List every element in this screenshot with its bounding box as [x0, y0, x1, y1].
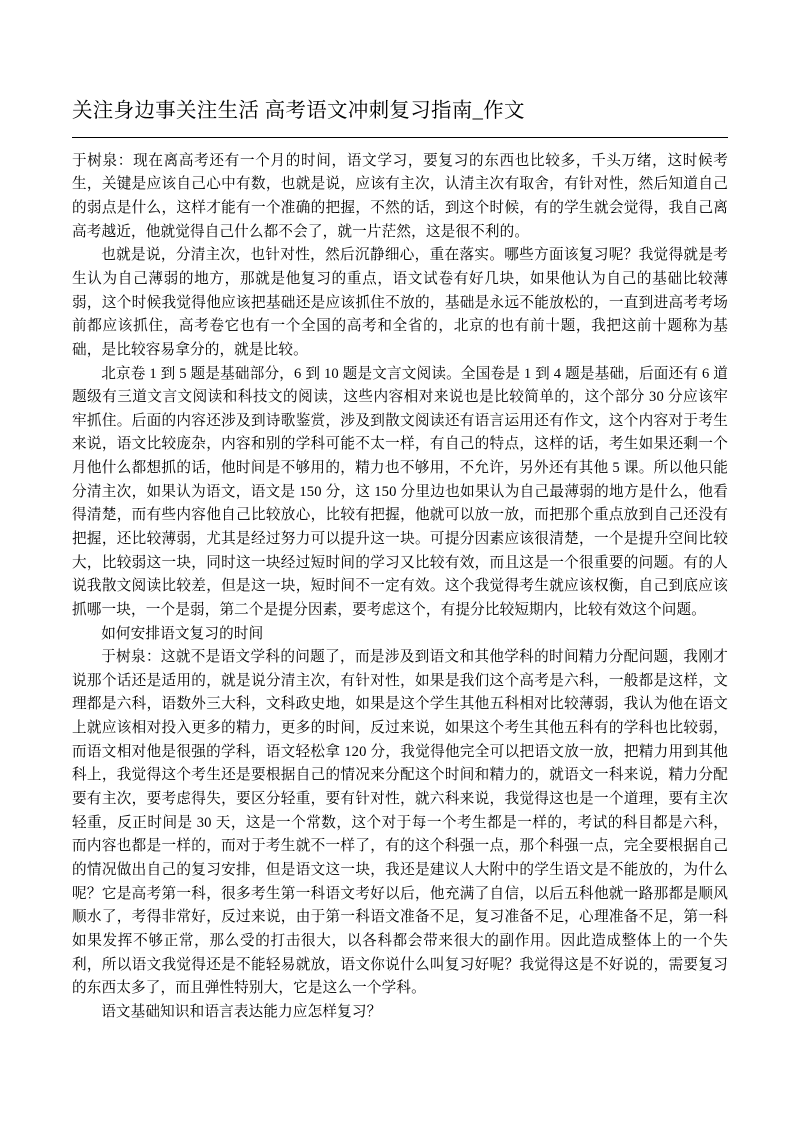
paragraph: 北京卷 1 到 5 题是基础部分，6 到 10 题是文言文阅读。全国卷是 1 到 4 题是基础，后面还有 6 道题级有三道文言文阅读和科技文的阅读，这些内容相对来说也是比较简单的，这个部分 30 分应该牢牢抓住。后面的内容还涉及到诗歌鉴赏，涉及到散文阅读还有语言运用还有作文，这个内容对于考生来说，语文比较庞杂，内容和别的学科可能不太一样，有自己的特点，这样的话，考生如果还剩一个月他什么都想抓的话，他时间是不够用的，精力也不够用，不允许，另外还有其他 5 课。所以他只能分清主次，如果认为语文，语文是 150 分，这 150 分里边也如果认为自己最薄弱的地方是什么，他看得清楚，而有些内容他自己比较放心，比较有把握，他就可以放一放，而把那个重点放到自己还没有把握，还比较薄弱，尤其是经过努力可以提升这一块。可提分因素应该很清楚，一个是提升空间比较大，比较弱这一块，同时这一块经过短时间的学习又比较有效，而且这是一个很重要的问题。有的人说我散文阅读比较差，但是这一块，短时间不一定有效。这个我觉得考生就应该权衡，自己到底应该抓哪一块，一个是弱，第二个是提分因素，要考虑这个，有提分比较短期内，比较有效这个问题。 [72, 365, 728, 618]
paragraph: 于树泉：现在离高考还有一个月的时间，语文学习，要复习的东西也比较多，千头万绪，这时候考生，关键是应该自己心中有数，也就是说，应该有主次，认清主次有取舍，有针对性，然后知道自己的弱点是什么，这样才能有一个准确的把握，不然的话，到这个时候，有的学生就会觉得，我自己离高考越近，他就觉得自己什么都不会了，就一片茫然，这是很不利的。 [72, 152, 728, 240]
paragraph: 也就是说，分清主次，也针对性，然后沉静细心，重在落实。哪些方面该复习呢？我觉得就是考生认为自己薄弱的地方，那就是他复习的重点，语文试卷有好几块，如果他认为自己的基础比较薄弱，这个时候我觉得他应该把基础还是应该抓住不放的，基础是永远不能放松的，一直到进高考考场前都应该抓住，高考卷它也有一个全国的高考和全省的，北京的也有前十题，我把这前十题称为基础，是比较容易拿分的，就是比较。 [72, 247, 728, 358]
paragraph-heading: 语文基础知识和语言表达能力应怎样复习？ [101, 1003, 382, 1020]
document-body [72, 150, 728, 1025]
page-title: 关注身边事关注生活 高考语文冲刺复习指南_作文 [72, 100, 525, 122]
title-divider [72, 137, 728, 138]
paragraph-heading: 如何安排语文复习的时间 [101, 625, 264, 642]
paragraph: 于树泉：这就不是语文学科的问题了，而是涉及到语文和其他学科的时间精力分配问题，我刚才说那个话还是适用的，就是说分清主次，有针对性，如果是我们这个高考是六科，一般都是这样，文理都是六科，语数外三大科，文科政史地，如果是这个学生其他五科相对比较薄弱，我认为他在语文上就应该相对投入更多的精力，更多的时间，反过来说，如果这个考生其他五科有的学科也比较弱，而语文相对他是很强的学科，语文轻松拿 120 分，我觉得他完全可以把语文放一放，把精力用到其他科上，我觉得这个考生还是要根据自己的情况来分配这个时间和精力的，就语文一科来说，精力分配要有主次，要考虑得失，要区分轻重，要有针对性，就六科来说，我觉得这也是一个道理，要有主次轻重，反正时间是 30 天，这是一个常数，这个对于每一个考生都是一样的，考试的科目都是六科，而内容也都是一样的，而对于考生就不一样了，有的这个科强一点，那个科强一点，完全要根据自己的情况做出自己的复习安排，但是语文这一块，我还是建议人大附中的学生语文是不能放的，为什么呢？它是高考第一科，很多考生第一科语文考好以后，他充满了自信，以后五科他就一路那都是顺风顺水了，考得非常好，反过来说，由于第一科语文准备不足，复习准备不足，心理准备不足，第一科如果发挥不够正常，那么受的打击很大，以各科都会带来很大的副作用。因此造成整体上的一个失利，所以语文我觉得还是不能轻易就放，语文你说什么叫复习好呢？我觉得这是不好说的，需要复习的东西太多了，而且弹性特别大，它是这么一个学科。 [72, 649, 728, 997]
